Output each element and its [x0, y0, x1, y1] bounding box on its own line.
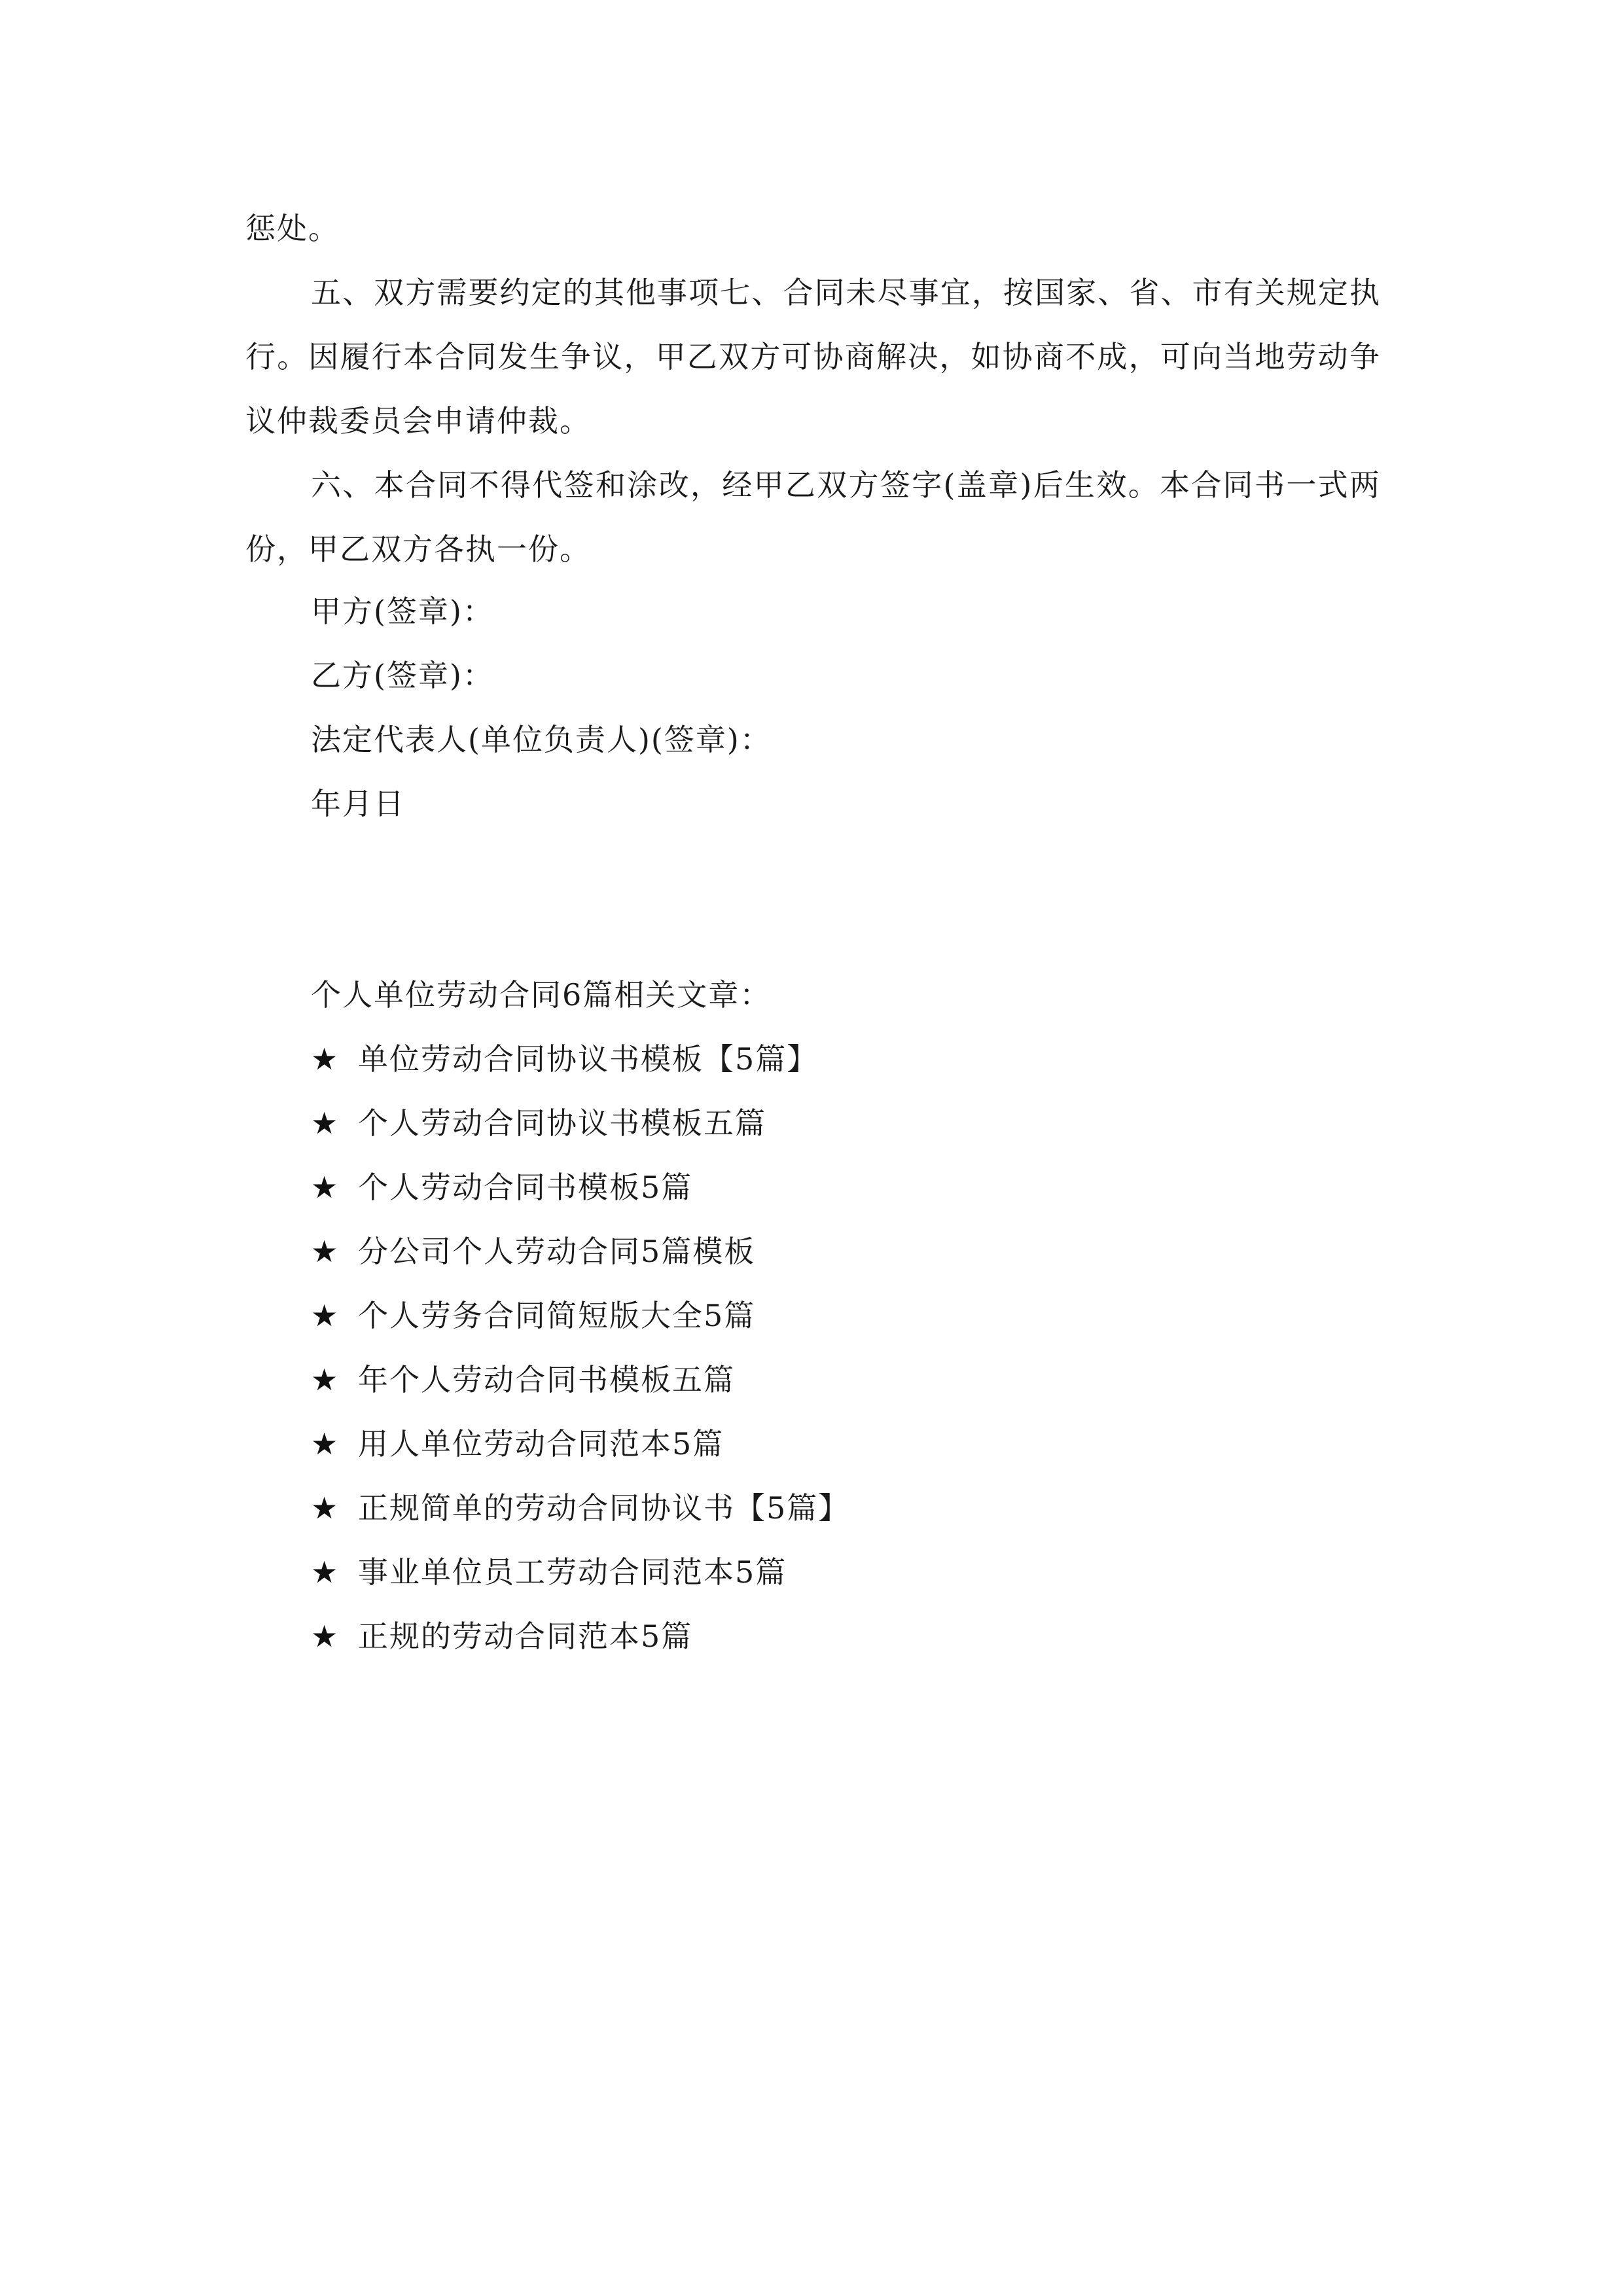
related-link[interactable] [311, 1103, 766, 1143]
star-icon: ★ [311, 1490, 340, 1526]
related-link[interactable] [311, 1232, 755, 1271]
star-icon: ★ [311, 1041, 340, 1077]
para-clause-six: 六、本合同不得代签和涂改，经甲乙双方签字(盖章)后生效。本合同书一式两份，甲乙双方各执一份。 [245, 467, 1381, 567]
related-link[interactable] [311, 1552, 787, 1592]
legal-rep-signature: 法定代表人(单位负责人)(签章)： [311, 722, 772, 757]
related-link[interactable] [311, 1488, 849, 1528]
related-link-text: 分公司个人劳动合同5篇模板 [358, 1234, 756, 1269]
related-link-text: 正规简单的劳动合同协议书【5篇】 [358, 1490, 850, 1526]
related-link[interactable] [311, 1168, 692, 1207]
related-link-text: 正规的劳动合同范本5篇 [358, 1619, 693, 1654]
related-link-text: 个人劳动合同书模板5篇 [358, 1170, 693, 1205]
related-link[interactable] [311, 1296, 755, 1335]
related-link-text: 事业单位员工劳动合同范本5篇 [358, 1554, 787, 1590]
related-link-text: 个人劳务合同简短版大全5篇 [358, 1298, 756, 1333]
related-link[interactable] [311, 1424, 724, 1463]
related-link[interactable] [311, 1039, 818, 1079]
body-text [245, 196, 1381, 581]
related-link-text: 用人单位劳动合同范本5篇 [358, 1426, 724, 1462]
party-a-signature: 甲方(签章)： [311, 594, 494, 629]
party-b-signature: 乙方(签章)： [311, 658, 494, 693]
star-icon: ★ [311, 1298, 340, 1333]
related-heading: 个人单位劳动合同6篇相关文章： [311, 977, 772, 1013]
related-link[interactable] [311, 1360, 735, 1399]
star-icon: ★ [311, 1619, 340, 1654]
star-icon: ★ [311, 1170, 340, 1205]
star-icon: ★ [311, 1554, 340, 1590]
para-continuation: 惩处。 [245, 211, 340, 246]
date-line: 年月日 [311, 786, 405, 821]
related-link-text: 单位劳动合同协议书模板【5篇】 [358, 1041, 819, 1077]
star-icon: ★ [311, 1426, 340, 1462]
star-icon: ★ [311, 1105, 340, 1141]
related-link-text: 个人劳动合同协议书模板五篇 [358, 1105, 766, 1141]
para-clause-five: 五、双方需要约定的其他事项七、合同未尽事宜，按国家、省、市有关规定执行。因履行本合同发生争议，甲乙双方可协商解决，如协商不成，可向当地劳动争议仲裁委员会申请仲裁。 [245, 275, 1381, 439]
related-link[interactable] [311, 1617, 692, 1656]
star-icon: ★ [311, 1234, 340, 1269]
star-icon: ★ [311, 1362, 340, 1397]
related-link-text: 年个人劳动合同书模板五篇 [358, 1362, 735, 1397]
